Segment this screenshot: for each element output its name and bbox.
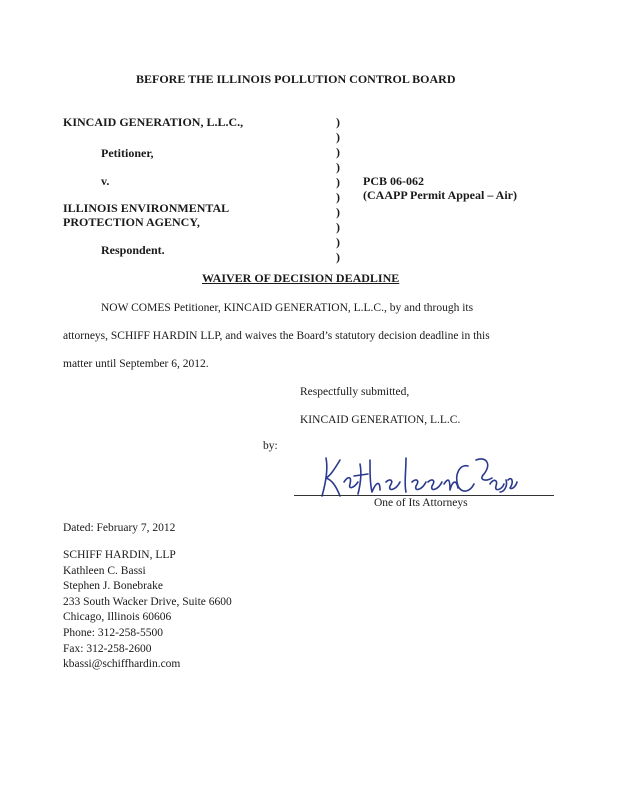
counsel-street: 233 South Wacker Drive, Suite 6600	[63, 595, 232, 608]
counsel-fax: Fax: 312-258-2600	[63, 642, 152, 655]
paren-mark: )	[336, 115, 340, 129]
paren-mark: )	[336, 250, 340, 264]
counsel-city: Chicago, Illinois 60606	[63, 611, 172, 624]
counsel-attorney-1: Kathleen C. Bassi	[63, 564, 146, 577]
paren-mark: )	[336, 175, 340, 189]
respondent-name-line2: PROTECTION AGENCY,	[63, 215, 200, 229]
dated-line: Dated: February 7, 2012	[63, 522, 176, 534]
counsel-email: kbassi@schiffhardin.com	[63, 658, 181, 671]
respondent-role: Respondent.	[101, 243, 165, 257]
paren-mark: )	[336, 190, 340, 204]
counsel-block	[63, 548, 232, 673]
paren-mark: )	[336, 130, 340, 144]
paren-mark: )	[336, 145, 340, 159]
counsel-firm: SCHIFF HARDIN, LLP	[63, 549, 176, 561]
respondent-name-line1: ILLINOIS ENVIRONMENTAL	[63, 201, 230, 215]
body-line-1: NOW COMES Petitioner, KINCAID GENERATION, L.L.C., by and through its	[101, 302, 474, 314]
respectfully-submitted: Respectfully submitted,	[300, 386, 410, 398]
case-number: PCB 06-062	[363, 174, 424, 188]
court-title: BEFORE THE ILLINOIS POLLUTION CONTROL BOARD	[136, 72, 456, 86]
case-type: (CAAPP Permit Appeal – Air)	[363, 188, 517, 202]
counsel-attorney-2: Stephen J. Bonebrake	[63, 580, 163, 593]
paren-mark: )	[336, 205, 340, 219]
caption-parentheses	[336, 115, 340, 265]
petitioner-name: KINCAID GENERATION, L.L.C.,	[63, 115, 244, 129]
body-line-3: matter until September 6, 2012.	[63, 358, 209, 370]
signature-line	[294, 495, 554, 496]
paren-mark: )	[336, 220, 340, 234]
signing-party: KINCAID GENERATION, L.L.C.	[300, 414, 461, 426]
paren-mark: )	[336, 235, 340, 249]
body-line-2: attorneys, SCHIFF HARDIN LLP, and waives the Board’s statutory decision deadline in this	[63, 330, 490, 342]
paren-mark: )	[336, 160, 340, 174]
versus-label: v.	[101, 174, 110, 188]
counsel-phone: Phone: 312-258-5500	[63, 626, 163, 639]
signature-caption: One of Its Attorneys	[374, 497, 468, 509]
by-label: by:	[263, 440, 278, 452]
petitioner-role: Petitioner,	[101, 146, 154, 160]
document-title: WAIVER OF DECISION DEADLINE	[202, 271, 400, 285]
